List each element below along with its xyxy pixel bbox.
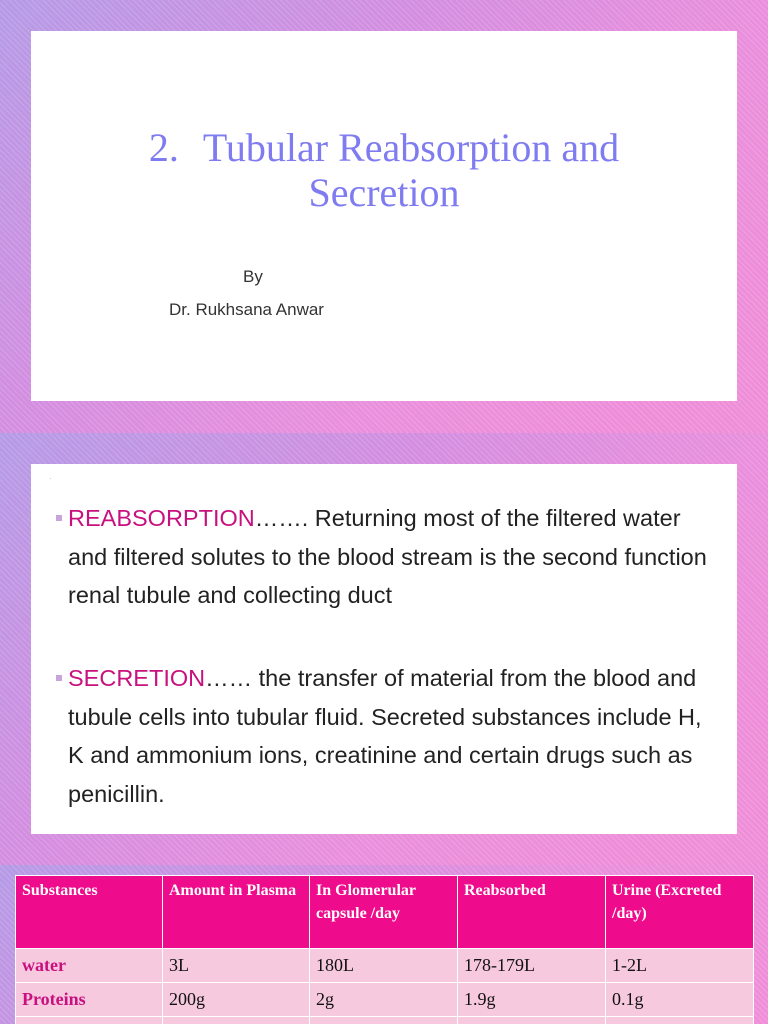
cell-empty bbox=[310, 1017, 458, 1024]
slide-title bbox=[31, 125, 737, 215]
table-slide bbox=[0, 865, 768, 1024]
corner-dot: · bbox=[49, 474, 52, 483]
reabsorption-paragraph bbox=[68, 499, 708, 615]
cell-empty bbox=[606, 1017, 754, 1024]
cell-capsule: 2g bbox=[310, 983, 458, 1017]
cell-reabsorbed: 178-179L bbox=[458, 949, 606, 983]
title-line-1: Tubular Reabsorption and bbox=[202, 125, 620, 170]
cell-urine: 1-2L bbox=[606, 949, 754, 983]
table-row bbox=[16, 983, 754, 1017]
title-number: 2. bbox=[148, 125, 179, 170]
by-label: By bbox=[243, 267, 263, 286]
header-glomerular-capsule: In Glomerular capsule /day bbox=[310, 876, 458, 949]
bullet-icon bbox=[56, 515, 62, 521]
secretion-text: …… the transfer of material from the blood and tubule cells into tubular fluid. Secreted substances include H, K and ammonium ions, creatinine and certain drugs such as penicillin. bbox=[68, 665, 702, 807]
substances-table bbox=[15, 875, 754, 1024]
cell-empty bbox=[458, 1017, 606, 1024]
reabsorption-text: ……. Returning most of the filtered water and filtered solutes to the blood stream is the second function renal tubule and collecting duct bbox=[68, 505, 707, 608]
cell-plasma: 200g bbox=[163, 983, 310, 1017]
header-urine-excreted: Urine (Excreted /day) bbox=[606, 876, 754, 949]
table-header-row bbox=[16, 876, 754, 949]
bullet-icon bbox=[56, 675, 62, 681]
cell-urine: 0.1g bbox=[606, 983, 754, 1017]
cell-plasma: 3L bbox=[163, 949, 310, 983]
cell-empty bbox=[163, 1017, 310, 1024]
definitions-card bbox=[31, 464, 737, 834]
cell-reabsorbed: 1.9g bbox=[458, 983, 606, 1017]
table-row bbox=[16, 1017, 754, 1024]
table-row bbox=[16, 949, 754, 983]
cell-substance: Proteins bbox=[16, 983, 163, 1017]
cell-capsule: 180L bbox=[310, 949, 458, 983]
author-name: Dr. Rukhsana Anwar bbox=[169, 300, 324, 319]
cell-substance: water bbox=[16, 949, 163, 983]
header-substances: Substances bbox=[16, 876, 163, 949]
secretion-paragraph bbox=[68, 659, 708, 813]
definitions-slide bbox=[0, 433, 768, 865]
reabsorption-term: REABSORPTION bbox=[68, 505, 255, 531]
header-reabsorbed: Reabsorbed bbox=[458, 876, 606, 949]
header-amount-in-plasma: Amount in Plasma bbox=[163, 876, 310, 949]
title-card bbox=[31, 31, 737, 401]
title-line-2: Secretion bbox=[308, 170, 460, 215]
title-slide bbox=[0, 0, 768, 433]
secretion-term: SECRETION bbox=[68, 665, 206, 691]
cell-empty bbox=[16, 1017, 163, 1024]
